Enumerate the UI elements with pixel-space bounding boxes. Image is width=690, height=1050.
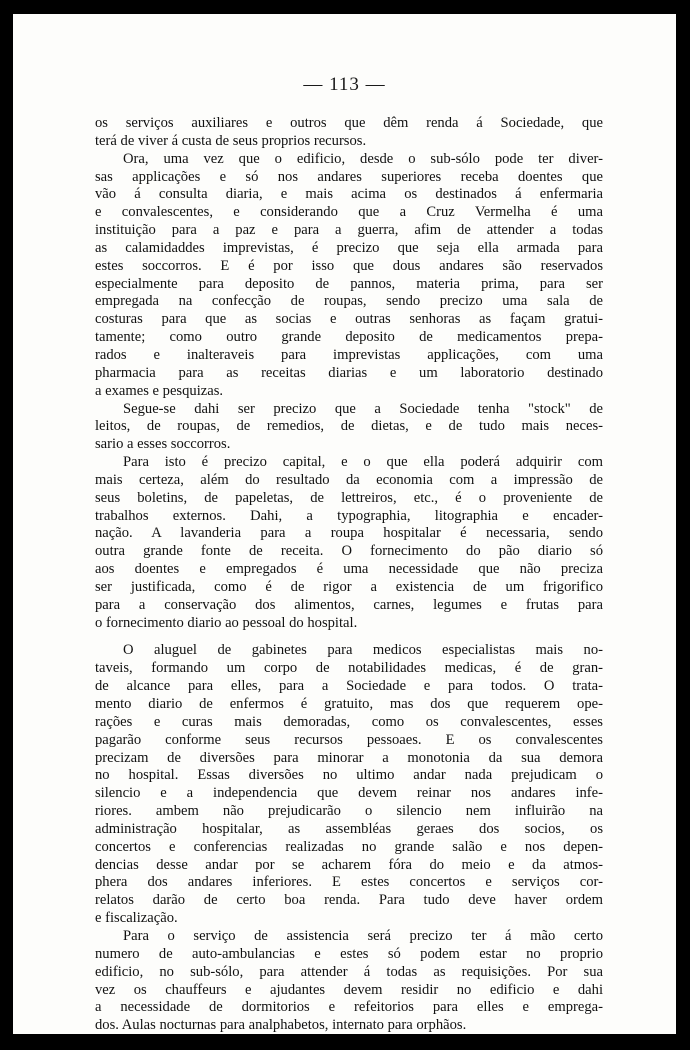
text-line: no hospital. Essas diversões no ultimo andar nada prejudicam o	[95, 767, 603, 784]
page-number: — 113 —	[303, 74, 386, 95]
text-line: mento diario de enfermos é gratuito, mas dos que requerem ope-	[95, 696, 603, 712]
text-line: sas applicações e só nos andares superiores receba doentes que	[95, 168, 603, 185]
text-line: concertos e conferencias realizadas no grande salão e nos depen-	[95, 838, 603, 855]
text-line: costuras para que as socias e outras senhoras as façam gratui-	[95, 311, 603, 328]
text-line: e fiscalização.	[95, 910, 178, 927]
text-line: O aluguel de gabinetes para medicos especialistas mais no-	[123, 642, 603, 659]
text-line: as calamidaddes imprevistas, é precizo que seja ella armada para	[95, 239, 603, 256]
paragraph	[95, 454, 603, 632]
text-line: os serviços auxiliares e outros que dêm renda á Sociedade, que	[95, 115, 603, 131]
text-line: outra grande fonte de receita. O fornecimento do pão diario só	[95, 543, 603, 560]
text-line: dencias desse andar por se acharem fóra do meio e da atmos-	[95, 856, 603, 873]
text-line: instituição para a paz e para a guerra, afim de attender a todas	[95, 222, 603, 239]
text-line: a exames e pesquizas.	[95, 382, 224, 399]
text-line: de alcance para elles, para a Sociedade e para todos. O trata-	[95, 678, 603, 695]
text-line: a necessidade de dormitorios e refeitorios para elles e emprega-	[95, 999, 603, 1016]
text-line: trabalhos externos. Dahi, a typographia, litographia e encader-	[95, 507, 603, 524]
text-line: vez os chauffeurs e ajudantes devem residir no edificio e dahi	[95, 981, 603, 998]
text-line: relatos darão de certo boa renda. Para tudo deve haver ordem	[95, 892, 603, 909]
text-line: administração hospitalar, as assembléas geraes dos socios, os	[95, 820, 603, 837]
body-text	[95, 115, 603, 1034]
text-line: Para o serviço de assistencia será precizo ter á mão certo	[123, 927, 603, 944]
text-line: Ora, uma vez que o edificio, desde o sub-sólo pode ter diver-	[123, 150, 603, 167]
text-line: mais certeza, além do resultado da economia com a impressão de	[95, 471, 603, 488]
paragraph	[95, 115, 603, 151]
text-line: para a conservação dos alimentos, carnes, legumes e frutas para	[95, 596, 603, 613]
text-line: pagarão conforme seus recursos pessoaes. E os convalescentes	[95, 731, 603, 748]
text-line: estes soccorros. E é por isso que dous andares são reservados	[95, 257, 603, 274]
text-line: aos doentes e empregados é uma necessidade que não preciza	[95, 561, 603, 578]
text-line: dos. Aulas nocturnas para analphabetos, internato para orphãos.	[95, 1017, 467, 1034]
text-line: vão á consulta diaria, e mais acima os destinados á enfermaria	[95, 186, 603, 203]
text-line: edificio, no sub-sólo, para attender á todas as requisições. Por sua	[95, 963, 603, 980]
paragraph	[95, 642, 603, 928]
book-page	[13, 14, 676, 1034]
text-line: rações e curas mais demoradas, como os convalescentes, esses	[95, 713, 603, 730]
text-line: Para isto é precizo capital, e o que ella poderá adquirir com	[123, 454, 603, 471]
text-line: pharmacia para as receitas diarias e um laboratorio destinado	[95, 364, 603, 381]
text-line: Segue-se dahi ser precizo que a Sociedade tenha "stock" de	[123, 400, 603, 417]
text-line: ser justificada, como é de rigor a existencia de um frigorifico	[95, 578, 603, 595]
text-line: leitos, de roupas, de remedios, de dietas, e de tudo mais neces-	[95, 418, 603, 435]
text-line: seus boletins, de papeletas, de lettreiros, etc., é o proveniente de	[95, 489, 603, 506]
text-line: empregada na confecção de roupas, sendo precizo uma sala de	[95, 293, 603, 310]
text-line: numero de auto-ambulancias e estes só podem estar no proprio	[95, 945, 603, 962]
text-line: terá de viver á custa de seus proprios recursos.	[95, 132, 367, 149]
text-line: precizam de diversões para minorar a monotonia da sua demora	[95, 749, 603, 766]
text-line: nação. A lavanderia para a roupa hospitalar é necessaria, sendo	[95, 525, 603, 542]
text-line: phera dos andares inferiores. E estes concertos e serviços cor-	[95, 874, 603, 891]
text-line: silencio e a independencia que devem reinar nos andares infe-	[95, 785, 603, 802]
text-line: riores. ambem não prejudicarão o silencio nem influirão na	[95, 803, 603, 820]
text-line: e convalescentes, e considerando que a Cruz Vermelha é uma	[95, 204, 603, 221]
text-line: o fornecimento diario ao pessoal do hospital.	[95, 614, 358, 631]
text-line: tamente; como outro grande deposito de medicamentos prepa-	[95, 329, 603, 346]
paragraph	[95, 151, 603, 401]
text-line: rados e inalteraveis para imprevistas applicações, com uma	[95, 346, 603, 363]
text-line: taveis, formando um corpo de notabilidades medicas, é de gran-	[95, 660, 603, 677]
paragraph	[95, 928, 603, 1034]
text-line: especialmente para deposito de pannos, materia prima, para ser	[95, 275, 603, 292]
text-line: sario a esses soccorros.	[95, 436, 231, 453]
paragraph	[95, 401, 603, 455]
